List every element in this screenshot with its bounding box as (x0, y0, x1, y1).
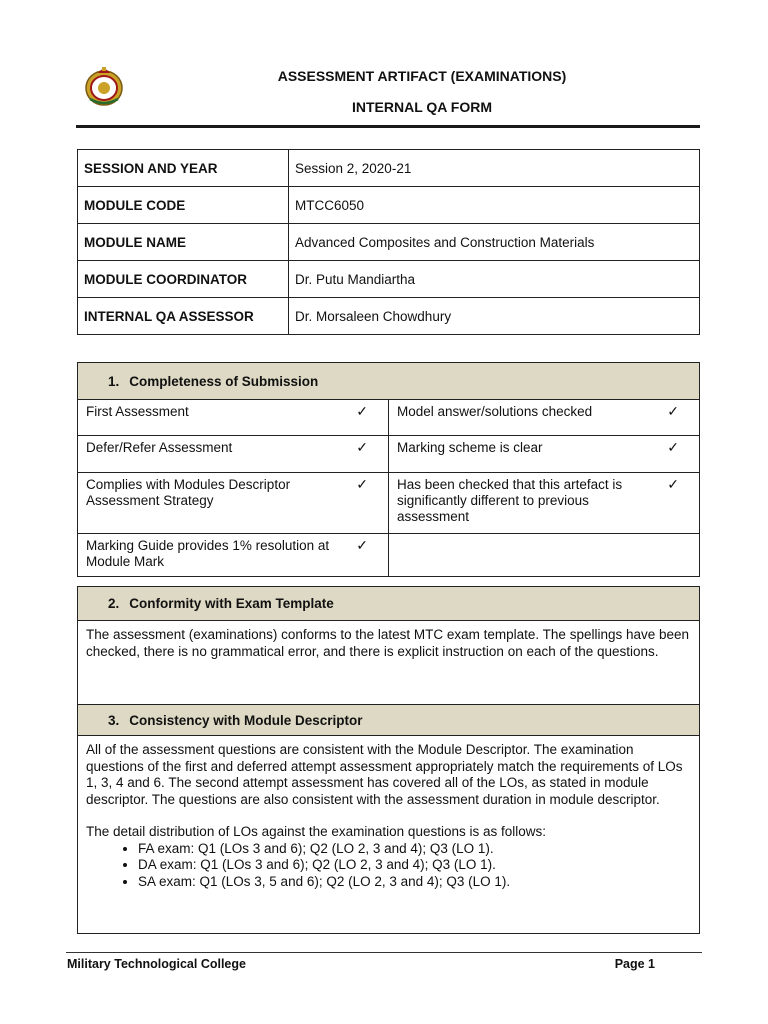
info-label: MODULE COORDINATOR (78, 261, 289, 298)
section-header (78, 704, 699, 736)
section-number: 3. (108, 712, 120, 728)
checklist-label: Marking scheme is clear (397, 440, 543, 455)
info-label: INTERNAL QA ASSESSOR (78, 298, 289, 335)
checkmark-icon: ✓ (356, 439, 368, 455)
section-completeness (77, 362, 700, 400)
checklist-label: Complies with Modules Descriptor Assessment Strategy (86, 477, 291, 508)
distribution-intro: The detail distribution of LOs against the examination questions is as follows: (86, 824, 547, 839)
checkmark-icon: ✓ (356, 403, 368, 419)
checklist-label: First Assessment (86, 404, 189, 419)
section-title: Consistency with Module Descriptor (129, 712, 363, 728)
header-divider (76, 125, 700, 128)
checklist-row (78, 436, 700, 473)
consistency-paragraph: All of the assessment questions are consistent with the Module Descriptor. The examination questions of the first and deferred attempt assessment appropriately match the requirements of LOs 1, 3, 4 and 6. The second attempt assessment has covered all of the LOs, as stated in module descriptor. The questions are also consistent with the assessment duration in module descriptor. (86, 742, 683, 807)
module-info-table (77, 149, 700, 335)
checklist-item (78, 534, 389, 577)
section-conformity-consistency (77, 586, 700, 934)
section-header (78, 363, 699, 399)
section-number: 1. (108, 373, 120, 389)
footer-divider (66, 952, 702, 953)
checkmark-icon: ✓ (667, 476, 679, 492)
checklist-item (78, 436, 389, 473)
list-item: • SA exam: Q1 (LOs 3, 5 and 6); Q2 (LO 2, 3 and 4); Q3 (LO 1). (138, 874, 691, 891)
info-label: SESSION AND YEAR (78, 150, 289, 187)
footer-institution: Military Technological College (67, 957, 246, 971)
info-value: Dr. Putu Mandiartha (289, 261, 700, 298)
section-title: Completeness of Submission (129, 373, 319, 389)
section-body (78, 621, 699, 704)
checklist-item-empty (389, 534, 700, 577)
checklist-item (78, 400, 389, 436)
section-body (78, 736, 699, 896)
page-number: Page 1 (614, 957, 655, 971)
checklist-item (389, 400, 700, 436)
checklist-label: Defer/Refer Assessment (86, 440, 233, 455)
conformity-text: The assessment (examinations) conforms to the latest MTC exam template. The spellings have been checked, there is no grammatical error, and there is explicit instruction on each of the questions. (86, 627, 690, 659)
info-value: Advanced Composites and Construction Materials (289, 224, 700, 261)
info-row (78, 298, 700, 335)
section-title: Conformity with Exam Template (129, 596, 334, 611)
checkmark-icon: ✓ (356, 476, 368, 492)
checklist-row (78, 473, 700, 534)
info-row (78, 261, 700, 298)
info-label: MODULE NAME (78, 224, 289, 261)
info-value: MTCC6050 (289, 187, 700, 224)
info-value: Dr. Morsaleen Chowdhury (289, 298, 700, 335)
info-row (78, 224, 700, 261)
completeness-checklist (77, 399, 700, 577)
form-subtitle: INTERNAL QA FORM (352, 99, 492, 115)
checklist-label: Model answer/solutions checked (397, 404, 593, 419)
checklist-item (389, 473, 700, 534)
checklist-item (389, 436, 700, 473)
lo-distribution-list (86, 841, 691, 891)
info-value: Session 2, 2020-21 (289, 150, 700, 187)
info-row (78, 150, 700, 187)
info-row (78, 187, 700, 224)
checklist-label: Marking Guide provides 1% resolution at Module Mark (86, 538, 330, 569)
section-header (78, 587, 699, 621)
checklist-row (78, 534, 700, 577)
list-item: • FA exam: Q1 (LOs 3 and 6); Q2 (LO 2, 3 and 4); Q3 (LO 1). (138, 841, 691, 858)
checklist-label: Has been checked that this artefact is significantly different to previous assessment (397, 477, 623, 524)
checkmark-icon: ✓ (667, 439, 679, 455)
checkmark-icon: ✓ (356, 537, 368, 553)
checklist-item (78, 473, 389, 534)
form-title: ASSESSMENT ARTIFACT (EXAMINATIONS) (277, 68, 567, 84)
section-number: 2. (108, 596, 120, 611)
list-item: • DA exam: Q1 (LOs 3 and 6); Q2 (LO 2, 3 and 4); Q3 (LO 1). (138, 857, 691, 874)
checkmark-icon: ✓ (667, 403, 679, 419)
checklist-row (78, 400, 700, 436)
info-label: MODULE CODE (78, 187, 289, 224)
